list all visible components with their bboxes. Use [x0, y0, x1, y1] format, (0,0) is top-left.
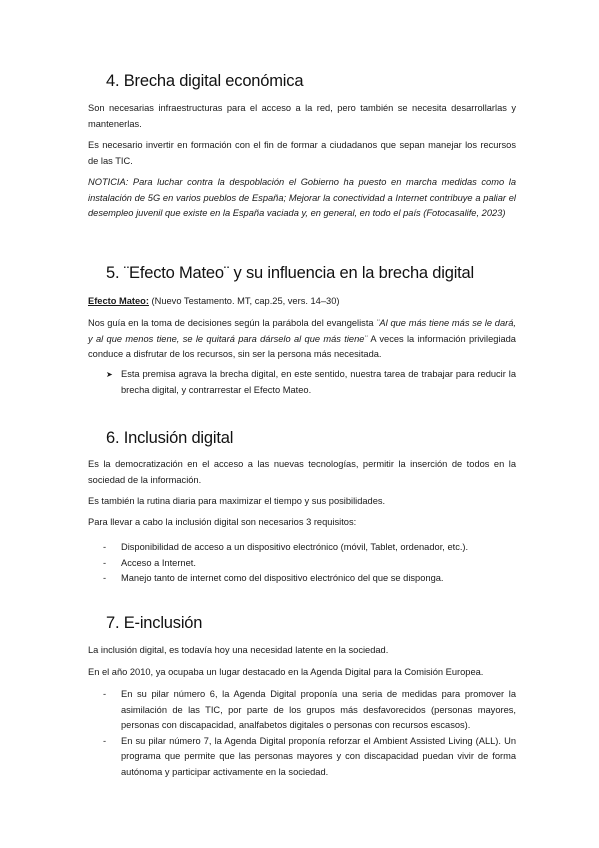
list-item: - Manejo tanto de internet como del dispositivo electrónico del que se disponga.	[103, 571, 516, 587]
list-item: - Acceso a Internet.	[103, 556, 516, 572]
list-item: - Disponibilidad de acceso a un dispositivo electrónico (móvil, Tablet, ordenador, etc.).	[103, 540, 516, 556]
section-6-paragraph-3: Para llevar a cabo la inclusión digital son necesarios 3 requisitos:	[88, 517, 357, 527]
section-6-requirements-list	[103, 540, 516, 587]
section-4-paragraph-1: Son necesarias infraestructuras para el acceso a la red, pero también se necesita desarrollarlas y mantenerlas.	[88, 103, 516, 129]
section-7-paragraph-1: La inclusión digital, es todavía hoy una necesidad latente en la sociedad.	[88, 645, 389, 655]
section-5-paragraph	[88, 316, 516, 363]
paragraph-start: Nos guía en la toma de decisiones según la parábola del evangelista	[88, 318, 377, 328]
section-7-heading: 7. E-inclusión	[106, 614, 203, 632]
section-6-paragraph-1: Es la democratización en el acceso a las nuevas tecnologías, permitir la inserción de todos en la sociedad de la información.	[88, 459, 516, 485]
section-4-news-note: NOTICIA: Para luchar contra la despoblación el Gobierno ha puesto en marcha medidas como la instalación de 5G en varios pueblos de España; Mejorar la conectividad a Internet contribuye a paliar el desempleo juvenil que existe en la España vaciada y, en general, en todo el país (Fotocasalife, 2023)	[88, 177, 516, 218]
section-4-heading: 4. Brecha digital económica	[106, 72, 304, 90]
section-7-pillars-list	[103, 687, 516, 780]
reference-text: (Nuevo Testamento. MT, cap.25, vers. 14–30)	[148, 296, 340, 306]
list-item: - En su pilar número 7, la Agenda Digital proponía reforzar el Ambient Assisted Living (ALL). Un programa que permite que las personas mayores y con discapacidad puedan vivir de forma autónoma y participar activamente en la sociedad.	[103, 734, 516, 781]
section-5-reference	[88, 294, 516, 310]
list-item: ➤ Esta premisa agrava la brecha digital, en este sentido, nuestra tarea de trabajar para reducir la brecha digital, y contrarrestar el Efecto Mateo.	[106, 367, 516, 398]
efecto-mateo-label: Efecto Mateo:	[88, 296, 149, 306]
list-item: - En su pilar número 6, la Agenda Digital proponía una seria de medidas para promover la asimilación de las TIC, por parte de los grupos más desfavorecidos (personas mayores, personas con discapacidad, analfabetos digitales o personas con recursos escasos).	[103, 687, 516, 734]
section-6-paragraph-2: Es también la rutina diaria para maximizar el tiempo y sus posibilidades.	[88, 496, 386, 506]
section-5-heading: 5. ¨Efecto Mateo¨ y su influencia en la brecha digital	[106, 264, 474, 282]
section-7-paragraph-2: En el año 2010, ya ocupaba un lugar destacado en la Agenda Digital para la Comisión Europea.	[88, 667, 484, 677]
section-5-bullet-list	[106, 367, 516, 398]
paragraph-end: A veces la información privilegiada conduce a disfrutar de los recursos, sin ser la persona más necesitada.	[88, 333, 516, 359]
parable-quote: ¨Al que más tiene más se le dará, y al que menos tiene, se le quitará para dárselo al que más tiene¨	[88, 318, 516, 344]
section-6-heading: 6. Inclusión digital	[106, 429, 234, 447]
section-4-paragraph-2: Es necesario invertir en formación con el fin de formar a ciudadanos que sepan manejar los recursos de las TIC.	[88, 140, 516, 166]
